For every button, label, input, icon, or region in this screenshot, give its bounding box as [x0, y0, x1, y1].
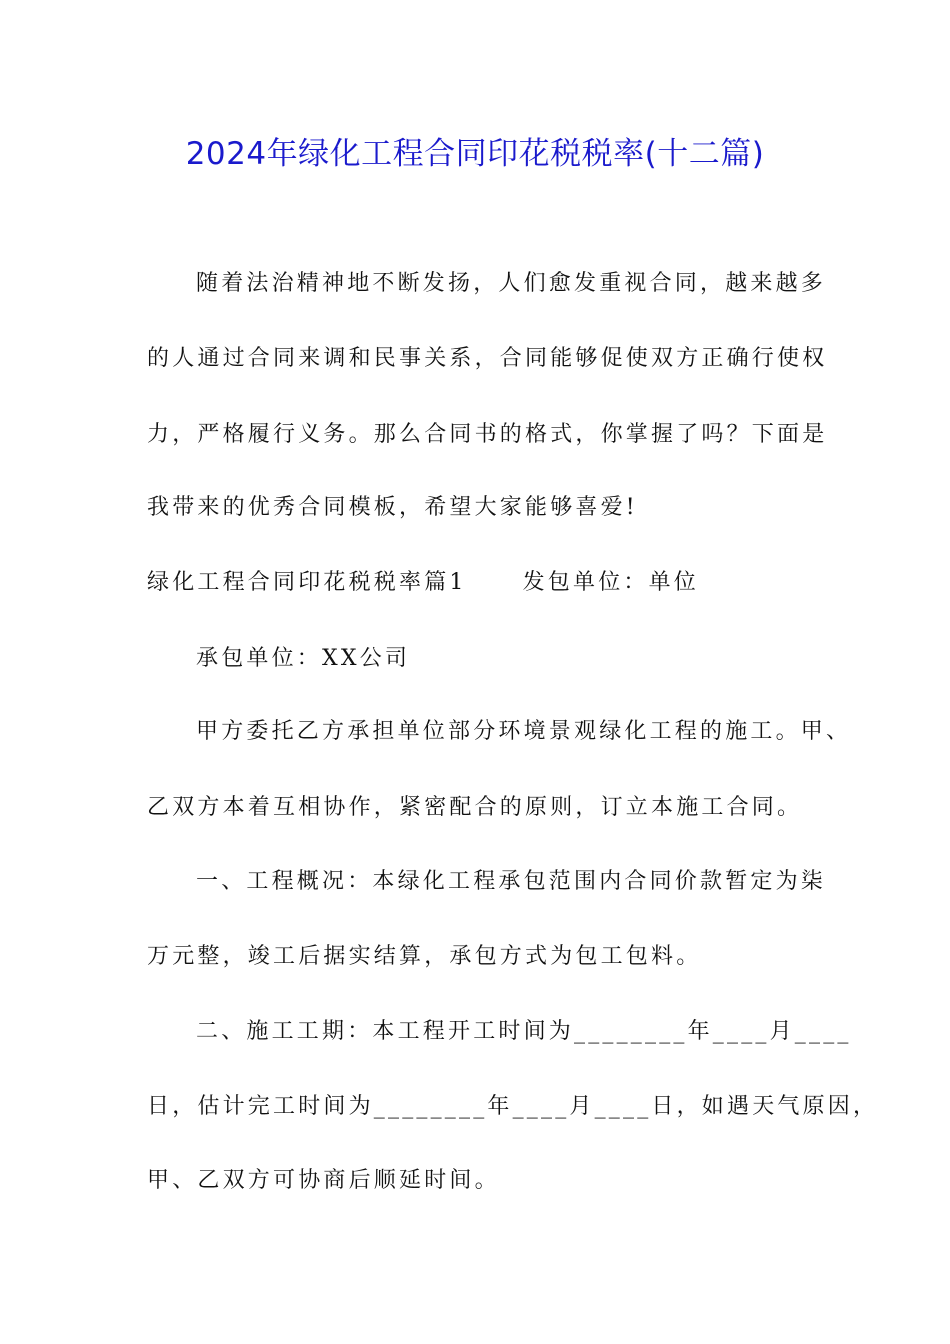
intro-line-4: 我带来的优秀合同模板，希望大家能够喜爱!: [147, 495, 638, 520]
section-heading: 绿化工程合同印花税税率篇1: [147, 570, 467, 595]
document-title: 2024年绿化工程合同印花税税率(十二篇): [185, 136, 765, 172]
clause-2-line-1: 二、施工工期：本工程开工时间为________年____月____: [196, 1019, 852, 1044]
intro-line-1: 随着法治精神地不断发扬，人们愈发重视合同，越来越多: [196, 271, 827, 296]
preamble-line-2: 乙双方本着互相协作，紧密配合的原则，订立本施工合同。: [147, 795, 803, 820]
preamble-line-1: 甲方委托乙方承担单位部分环境景观绿化工程的施工。甲、: [196, 719, 852, 744]
clause-1-line-2: 万元整，竣工后据实结算，承包方式为包工包料。: [147, 944, 702, 969]
contractor-line: 承包单位：XX公司: [196, 646, 411, 671]
intro-line-3: 力，严格履行义务。那么合同书的格式，你掌握了吗？下面是: [147, 422, 828, 447]
clause-2-line-2: 日，估计完工时间为________年____月____日，如遇天气原因，: [147, 1094, 879, 1119]
clause-1-line-1: 一、工程概况：本绿化工程承包范围内合同价款暂定为柒: [196, 869, 827, 894]
intro-line-2: 的人通过合同来调和民事关系，合同能够促使双方正确行使权: [147, 346, 828, 371]
employer-label: 发包单位：单位: [522, 570, 700, 595]
clause-2-line-3: 甲、乙双方可协商后顺延时间。: [147, 1168, 500, 1193]
section-heading-line: [147, 567, 699, 599]
